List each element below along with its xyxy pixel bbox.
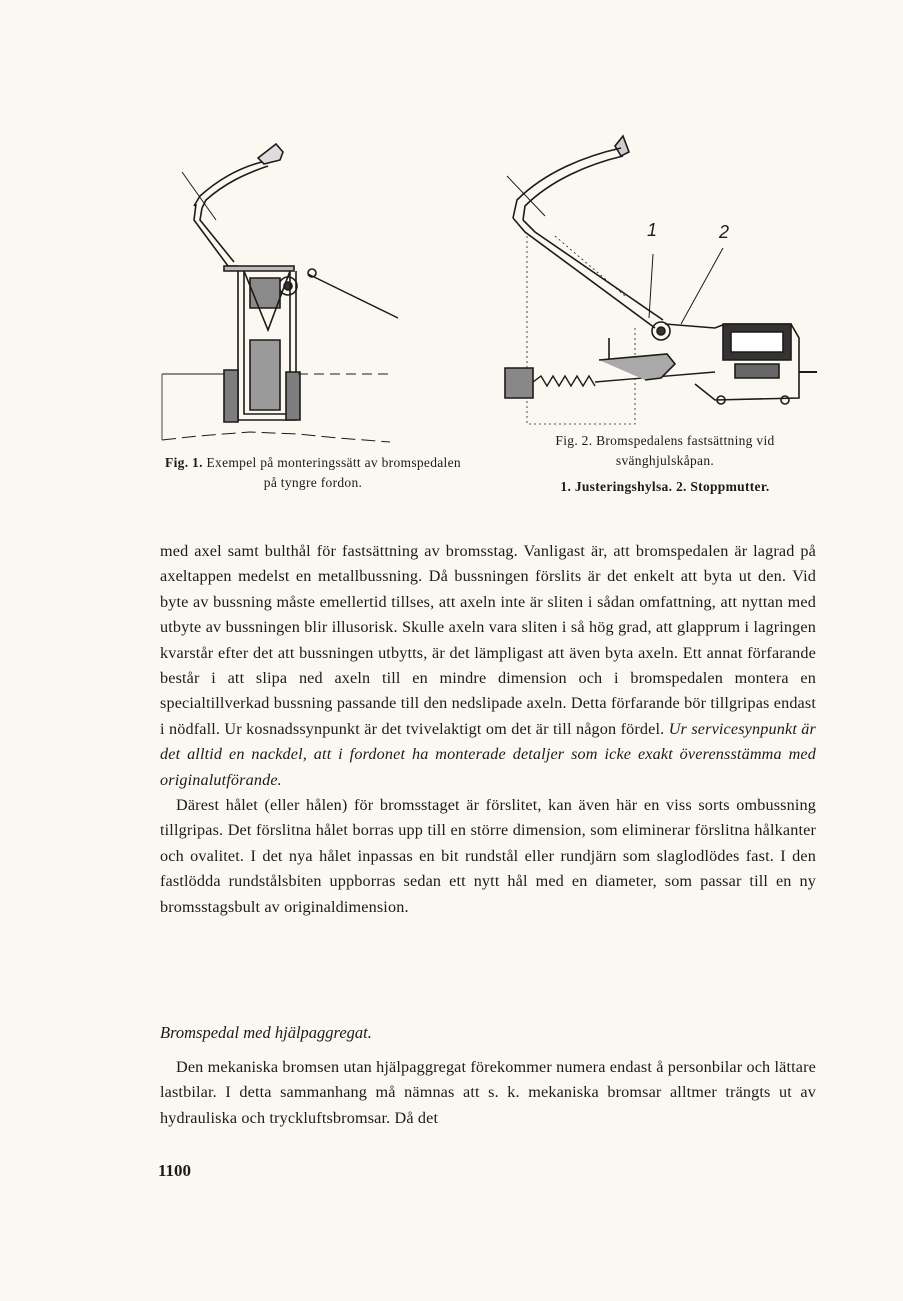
fig2-caption-line3: 1. Justeringshylsa. 2. Stoppmutter. xyxy=(560,479,770,494)
paragraph-1 xyxy=(160,539,816,793)
fig1-caption-label: Fig. 1. xyxy=(165,455,203,470)
fig2-caption-line1: Fig. 2. Bromspedalens fastsättning vid xyxy=(555,433,775,448)
paragraph-2: Därest hålet (eller hålen) för bromsstaget är förslitet, kan även här en viss sorts ombussning tillgripas. Det förslitna hålet borras upp till en större dimension, som eliminerar förslitna hålkanter och ovalitet. I det nya hålet inpassas en bit rundstål eller rundjärn som slaglodlödes fast. I den fastlödda rundstålsbiten uppborras sedan ett nytt hål med en diameter, som passar till en ny bromsstagsbult av originaldimension. xyxy=(160,796,816,916)
section-heading: Bromspedal med hjälpaggregat. xyxy=(160,1023,372,1042)
body-text xyxy=(160,539,816,920)
callout-2: 2 xyxy=(719,222,730,242)
callout-1: 1 xyxy=(647,220,658,240)
brake-pedal-illustration-fig2 xyxy=(495,128,825,428)
fig1-caption xyxy=(163,453,463,493)
paragraph-3: Den mekaniska bromsen utan hjälpaggregat förekommer numera endast å personbilar och lättare lastbilar. I detta sammanhang må nämnas att s. k. mekaniska bromsar alltmer trängts ut av hydrauliska och tryckluftsbromsar. Då det xyxy=(160,1058,816,1127)
brake-pedal-illustration-fig1 xyxy=(158,130,408,450)
fig2-caption xyxy=(505,431,825,497)
fig2-caption-line2: svänghjulskåpan. xyxy=(615,453,715,468)
paragraph-1-italic: Ur servicesynpunkt är det alltid en nackdel, att i fordonet ha monterade detaljer som icke exakt överensstämma med originalutförande. xyxy=(160,719,816,789)
paragraph-1-text: med axel samt bulthål för fastsättning av bromsstag. Vanligast är, att bromspedalen är lagrad på axeltappen medelst en metallbussning. Då bussningen förslits är det enkelt att byta ut den. Vid byte av bussning måste emellertid tillses, att axeln inte är sliten i sådan omfattning, att nyttan med utbyte av bussningen blir illusorisk. Skulle axeln vara sliten i så hög grad, att glapprum i lagringen kvarstår efter det att bussningen utbytts, är det lämpligast att även byta axeln. Ett annat förfarande består i att slipa ned axeln till en mindre dimension och i bromspedalen montera en specialtillverkad bussning passande till den nedslipade axeln. Detta förfarande bör tillgripas endast i nödfall. Ur kosnadssynpunkt är det tvivelaktigt om det är till någon fördel. xyxy=(160,542,816,738)
page-number: 1100 xyxy=(158,1161,192,1180)
fig1-caption-text: Exempel på monteringssätt av bromspedalen på tyngre fordon. xyxy=(206,455,461,490)
